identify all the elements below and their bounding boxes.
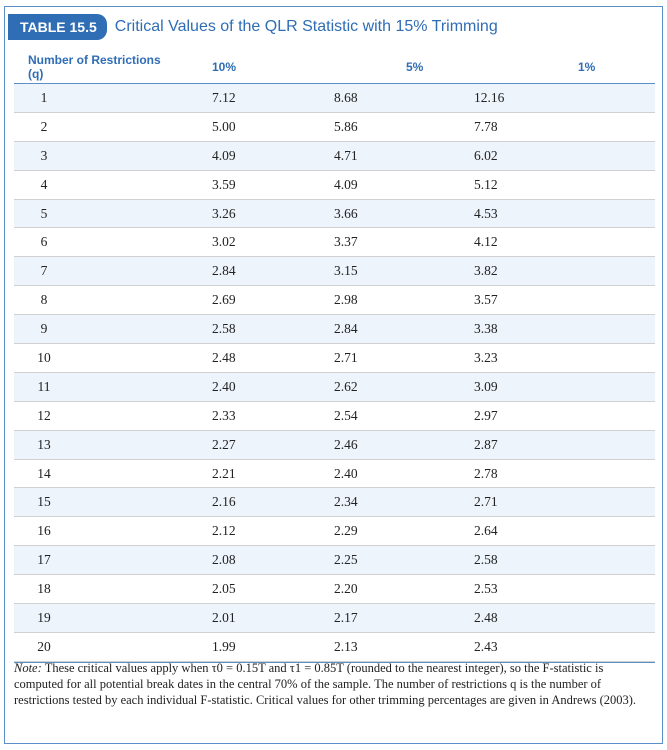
cell-1-percent: 2.48	[474, 609, 498, 625]
header-1-percent: 1%	[578, 59, 596, 74]
header-restrictions: Number of Restrictions (q)	[28, 52, 161, 81]
cell-restrictions: 6	[40, 234, 48, 250]
cell-restrictions: 14	[37, 465, 51, 481]
cell-10-percent: 2.58	[212, 321, 236, 337]
cell-5-percent: 4.09	[334, 176, 358, 192]
cell-restrictions: 7	[40, 263, 48, 279]
cell-5-percent: 4.71	[334, 147, 358, 163]
table-row	[14, 344, 655, 373]
table-row	[14, 460, 655, 489]
table-row	[14, 431, 655, 460]
cell-1-percent: 3.57	[474, 292, 498, 308]
cell-5-percent: 2.13	[334, 638, 358, 654]
cell-10-percent: 4.09	[212, 147, 236, 163]
cell-1-percent: 12.16	[474, 89, 505, 105]
cell-restrictions: 12	[37, 407, 51, 423]
cell-1-percent: 4.53	[474, 205, 498, 221]
cell-10-percent: 2.12	[212, 523, 236, 539]
cell-restrictions: 19	[37, 609, 51, 625]
table-row	[14, 315, 655, 344]
table-row	[14, 113, 655, 142]
cell-1-percent: 2.58	[474, 552, 498, 568]
qlr-critical-values-table	[14, 50, 655, 663]
cell-1-percent: 2.78	[474, 465, 498, 481]
cell-10-percent: 2.27	[212, 436, 236, 452]
cell-5-percent: 8.68	[334, 89, 358, 105]
cell-1-percent: 5.12	[474, 176, 498, 192]
cell-5-percent: 2.62	[334, 378, 358, 394]
table-row	[14, 517, 655, 546]
cell-10-percent: 7.12	[212, 89, 236, 105]
table-row	[14, 604, 655, 633]
cell-restrictions: 8	[40, 292, 48, 308]
cell-5-percent: 3.15	[334, 263, 358, 279]
cell-10-percent: 5.00	[212, 118, 236, 134]
cell-5-percent: 2.54	[334, 407, 358, 423]
cell-5-percent: 3.66	[334, 205, 358, 221]
cell-1-percent: 2.97	[474, 407, 498, 423]
table-row	[14, 286, 655, 315]
cell-restrictions: 11	[37, 378, 51, 394]
cell-10-percent: 2.05	[212, 581, 236, 597]
cell-5-percent: 2.20	[334, 581, 358, 597]
table-number-badge: TABLE 15.5	[8, 14, 107, 40]
table-row	[14, 575, 655, 604]
cell-restrictions: 16	[37, 523, 51, 539]
note-label: Note:	[14, 661, 42, 675]
table-row	[14, 402, 655, 431]
cell-restrictions: 1	[40, 89, 48, 105]
cell-10-percent: 2.40	[212, 378, 236, 394]
cell-10-percent: 2.69	[212, 292, 236, 308]
cell-1-percent: 2.87	[474, 436, 498, 452]
cell-10-percent: 2.84	[212, 263, 236, 279]
table-row	[14, 228, 655, 257]
cell-5-percent: 2.71	[334, 349, 358, 365]
cell-1-percent: 6.02	[474, 147, 498, 163]
cell-1-percent: 3.82	[474, 263, 498, 279]
header-10-percent: 10%	[212, 59, 237, 74]
table-body	[14, 84, 655, 663]
cell-1-percent: 2.53	[474, 581, 498, 597]
cell-1-percent: 2.43	[474, 638, 498, 654]
cell-5-percent: 2.40	[334, 465, 358, 481]
cell-restrictions: 13	[37, 436, 51, 452]
cell-1-percent: 4.12	[474, 234, 498, 250]
table-title-bar	[8, 12, 659, 42]
table-row	[14, 257, 655, 286]
cell-10-percent: 2.01	[212, 609, 236, 625]
cell-restrictions: 15	[37, 494, 51, 510]
cell-10-percent: 2.16	[212, 494, 236, 510]
cell-5-percent: 2.34	[334, 494, 358, 510]
cell-restrictions: 5	[40, 205, 48, 221]
cell-5-percent: 2.98	[334, 292, 358, 308]
cell-restrictions: 3	[40, 147, 48, 163]
cell-10-percent: 2.08	[212, 552, 236, 568]
table-row	[14, 142, 655, 171]
table-note	[14, 660, 646, 708]
cell-5-percent: 2.17	[334, 609, 358, 625]
cell-1-percent: 3.38	[474, 321, 498, 337]
cell-restrictions: 4	[40, 176, 48, 192]
cell-5-percent: 2.46	[334, 436, 358, 452]
cell-10-percent: 2.21	[212, 465, 236, 481]
cell-restrictions: 10	[37, 349, 51, 365]
cell-1-percent: 3.09	[474, 378, 498, 394]
cell-restrictions: 9	[40, 321, 48, 337]
table-row	[14, 171, 655, 200]
cell-5-percent: 2.25	[334, 552, 358, 568]
cell-5-percent: 2.29	[334, 523, 358, 539]
cell-1-percent: 2.64	[474, 523, 498, 539]
cell-restrictions: 17	[37, 552, 51, 568]
table-title: Critical Values of the QLR Statistic with 15% Trimming	[114, 18, 498, 35]
cell-10-percent: 1.99	[212, 638, 236, 654]
table-row	[14, 546, 655, 575]
note-text: These critical values apply when τ0 = 0.15T and τ1 = 0.85T (rounded to the nearest integer), so the F-statistic is computed for all potential break dates in the central 70% of the sample. The number of restrictions q is the number of restrictions tested by each individual F-statistic. Critical values for other trimming percentages are given in Andrews (2003).	[14, 661, 637, 707]
table-row	[14, 633, 655, 662]
table-row	[14, 200, 655, 229]
cell-1-percent: 3.23	[474, 349, 498, 365]
cell-5-percent: 3.37	[334, 234, 358, 250]
table-row	[14, 84, 655, 113]
cell-10-percent: 3.02	[212, 234, 236, 250]
cell-restrictions: 2	[40, 118, 48, 134]
table-row	[14, 488, 655, 517]
table-header-row	[14, 50, 655, 84]
cell-10-percent: 3.26	[212, 205, 236, 221]
cell-1-percent: 2.71	[474, 494, 498, 510]
cell-1-percent: 7.78	[474, 118, 498, 134]
cell-10-percent: 3.59	[212, 176, 236, 192]
cell-restrictions: 20	[37, 638, 51, 654]
cell-10-percent: 2.33	[212, 407, 236, 423]
cell-restrictions: 18	[37, 581, 51, 597]
table-row	[14, 373, 655, 402]
cell-5-percent: 5.86	[334, 118, 358, 134]
cell-5-percent: 2.84	[334, 321, 358, 337]
header-5-percent: 5%	[406, 59, 424, 74]
cell-10-percent: 2.48	[212, 349, 236, 365]
